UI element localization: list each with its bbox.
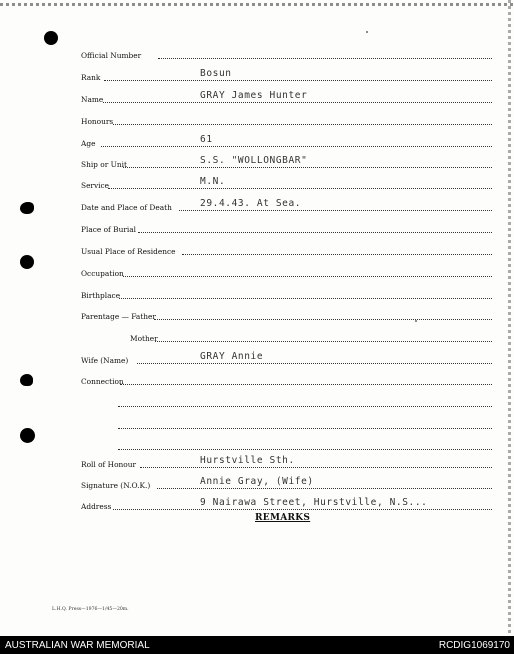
dotted-line: [140, 467, 492, 468]
dotted-line: [118, 406, 492, 407]
field-row-signature: [0, 474, 514, 490]
field-label: Mother: [130, 334, 158, 343]
field-row-service: [0, 174, 514, 190]
dotted-line: [182, 254, 492, 255]
field-value: 61: [200, 134, 213, 145]
field-row-birthplace: [0, 284, 514, 300]
speck: [366, 31, 368, 33]
field-row-blank2: [0, 414, 514, 430]
dotted-line: [113, 509, 492, 510]
footer-bar: [0, 636, 514, 654]
field-label: Name: [81, 95, 104, 104]
dotted-line: [138, 232, 492, 233]
field-row-usual-residence: [0, 240, 514, 256]
dotted-line: [113, 124, 492, 125]
field-value: S.S. "WOLLONGBAR": [200, 155, 308, 166]
dotted-line: [103, 102, 492, 103]
field-label: Birthplace: [81, 291, 121, 300]
field-value: 29.4.43. At Sea.: [200, 198, 302, 209]
dotted-line: [108, 188, 492, 189]
dotted-line: [157, 488, 492, 489]
field-label: Ship or Unit: [81, 160, 127, 169]
field-row-date-place-death: [0, 196, 514, 212]
remarks-heading: REMARKS: [255, 513, 311, 523]
field-label: Date and Place of Death: [81, 203, 172, 212]
dotted-line: [118, 428, 492, 429]
field-label: Usual Place of Residence: [81, 247, 176, 256]
field-label: Roll of Honour: [81, 460, 137, 469]
dotted-line: [123, 276, 492, 277]
dotted-line: [179, 210, 492, 211]
dotted-line: [119, 298, 492, 299]
field-row-roll-of-honour: [0, 453, 514, 469]
field-row-address: [0, 495, 514, 511]
field-row-rank: [0, 66, 514, 82]
dotted-line: [154, 319, 492, 320]
field-label: Address: [81, 502, 112, 511]
field-value: Hurstville Sth.: [200, 455, 295, 466]
field-label: Rank: [81, 73, 101, 82]
field-row-blank3: [0, 435, 514, 451]
footer-institution: AUSTRALIAN WAR MEMORIAL: [5, 640, 150, 651]
field-value: Bosun: [200, 68, 232, 79]
field-label: Official Number: [81, 51, 142, 60]
printer-imprint: L.H.Q. Press—1976—1/45—20m.: [52, 607, 129, 612]
field-value: Annie Gray, (Wife): [200, 476, 314, 487]
field-label: Age: [81, 139, 96, 148]
field-row-wife: [0, 349, 514, 365]
dotted-line: [137, 363, 492, 364]
field-label: Connection: [81, 377, 124, 386]
field-value: GRAY James Hunter: [200, 90, 308, 101]
field-value: GRAY Annie: [200, 351, 264, 362]
field-row-connection: [0, 370, 514, 386]
field-label: Parentage — Father: [81, 312, 156, 321]
field-label: Honours: [81, 117, 114, 126]
field-value: 9 Nairawa Street, Hurstville, N.S...: [200, 497, 428, 508]
field-row-official-number: [0, 44, 514, 60]
field-label: Service: [81, 181, 110, 190]
dotted-line: [123, 167, 492, 168]
field-value: M.N.: [200, 176, 226, 187]
dotted-line: [120, 384, 492, 385]
field-row-honours: [0, 110, 514, 126]
footer-record-id: RCDIG1069170: [438, 640, 510, 651]
dotted-line: [101, 146, 492, 147]
field-label: Wife (Name): [81, 356, 129, 365]
field-row-place-of-burial: [0, 218, 514, 234]
field-label: Occupation: [81, 269, 124, 278]
punch-hole: [44, 31, 58, 45]
dotted-line: [158, 58, 492, 59]
dotted-line: [118, 449, 492, 450]
field-row-age: [0, 132, 514, 148]
field-label: Place of Burial: [81, 225, 136, 234]
dotted-line: [104, 80, 492, 81]
dotted-line: [155, 341, 492, 342]
field-row-parentage-father: [0, 305, 514, 321]
field-label: Signature (N.O.K.): [81, 481, 151, 490]
field-row-name: [0, 88, 514, 104]
perforation-top: [0, 3, 514, 6]
field-row-occupation: [0, 262, 514, 278]
field-row-blank1: [0, 392, 514, 408]
field-row-ship-or-unit: [0, 153, 514, 169]
field-row-mother: [0, 327, 514, 343]
